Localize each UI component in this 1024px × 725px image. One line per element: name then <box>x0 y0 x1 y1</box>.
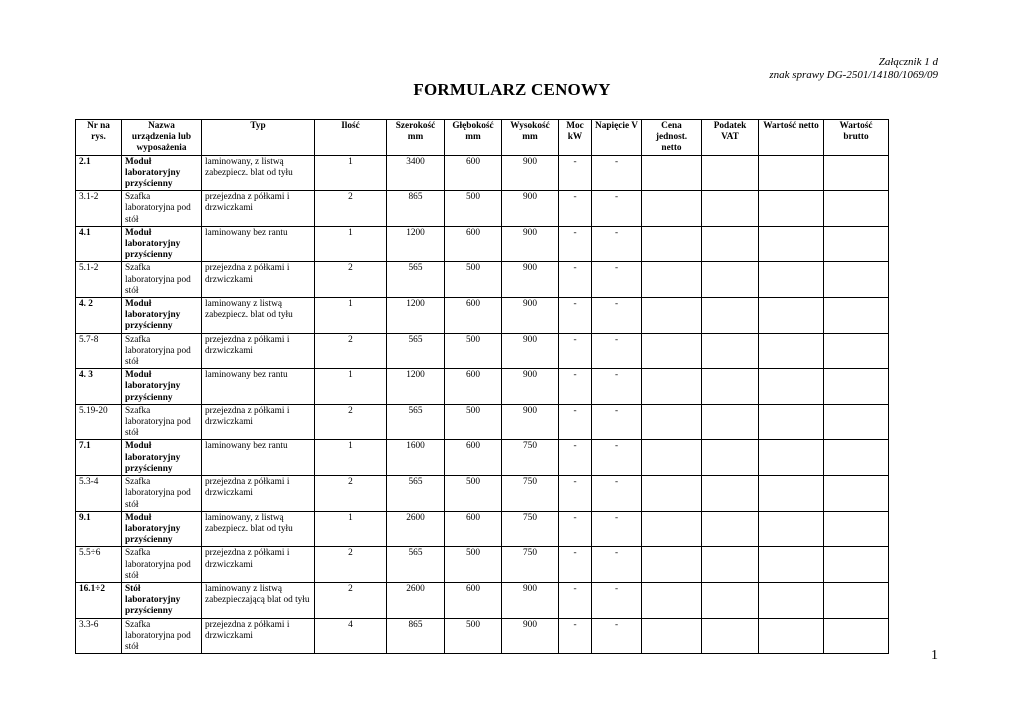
cell-gross <box>824 155 889 191</box>
column-header: Wartość netto <box>759 120 824 156</box>
cell-nr: 5.1-2 <box>76 262 122 298</box>
cell-power: - <box>559 582 592 618</box>
cell-price <box>642 369 702 405</box>
cell-vat <box>702 618 759 654</box>
cell-power: - <box>559 226 592 262</box>
cell-type: przejezdna z półkami i drzwiczkami <box>202 547 315 583</box>
cell-height: 900 <box>502 404 559 440</box>
cell-height: 900 <box>502 191 559 227</box>
cell-qty: 1 <box>315 226 387 262</box>
cell-qty: 1 <box>315 440 387 476</box>
cell-net <box>759 618 824 654</box>
cell-depth: 600 <box>445 369 502 405</box>
cell-type: przejezdna z półkami i drzwiczkami <box>202 333 315 369</box>
table-row <box>76 262 889 298</box>
cell-width: 1200 <box>387 369 445 405</box>
cell-name: Szafka laboratoryjna pod stół <box>122 262 202 298</box>
cell-depth: 600 <box>445 440 502 476</box>
cell-net <box>759 476 824 512</box>
cell-type: przejezdna z półkami i drzwiczkami <box>202 191 315 227</box>
cell-width: 565 <box>387 476 445 512</box>
cell-height: 900 <box>502 226 559 262</box>
cell-voltage: - <box>592 547 642 583</box>
column-header: Wysokość mm <box>502 120 559 156</box>
cell-voltage: - <box>592 440 642 476</box>
column-header: Cena jednost. netto <box>642 120 702 156</box>
cell-width: 3400 <box>387 155 445 191</box>
cell-power: - <box>559 369 592 405</box>
cell-name: Szafka laboratoryjna pod stół <box>122 333 202 369</box>
cell-qty: 2 <box>315 476 387 512</box>
table-row <box>76 618 889 654</box>
cell-qty: 4 <box>315 618 387 654</box>
cell-nr: 4. 2 <box>76 298 122 334</box>
cell-height: 750 <box>502 440 559 476</box>
cell-price <box>642 582 702 618</box>
cell-name: Szafka laboratoryjna pod stół <box>122 618 202 654</box>
cell-depth: 500 <box>445 476 502 512</box>
table-row <box>76 191 889 227</box>
cell-power: - <box>559 476 592 512</box>
cell-power: - <box>559 298 592 334</box>
cell-vat <box>702 333 759 369</box>
cell-type: przejezdna z półkami i drzwiczkami <box>202 262 315 298</box>
cell-net <box>759 155 824 191</box>
column-header: Głębokość mm <box>445 120 502 156</box>
cell-depth: 600 <box>445 511 502 547</box>
case-number: znak sprawy DG-2501/14180/1069/09 <box>769 69 938 81</box>
cell-type: przejezdna z półkami i drzwiczkami <box>202 404 315 440</box>
cell-width: 865 <box>387 618 445 654</box>
cell-qty: 1 <box>315 369 387 405</box>
cell-qty: 1 <box>315 155 387 191</box>
cell-price <box>642 226 702 262</box>
cell-width: 1600 <box>387 440 445 476</box>
cell-type: laminowany, z listwą zabezpiecz. blat od tyłu <box>202 511 315 547</box>
cell-gross <box>824 547 889 583</box>
cell-width: 565 <box>387 404 445 440</box>
cell-qty: 2 <box>315 582 387 618</box>
column-header: Napięcie V <box>592 120 642 156</box>
cell-voltage: - <box>592 226 642 262</box>
cell-net <box>759 511 824 547</box>
cell-name: Moduł laboratoryjny przyścienny <box>122 155 202 191</box>
cell-power: - <box>559 547 592 583</box>
cell-name: Moduł laboratoryjny przyścienny <box>122 511 202 547</box>
cell-qty: 2 <box>315 404 387 440</box>
cell-voltage: - <box>592 618 642 654</box>
cell-price <box>642 618 702 654</box>
cell-depth: 500 <box>445 191 502 227</box>
cell-type: laminowany, z listwą zabezpiecz. blat od tyłu <box>202 155 315 191</box>
cell-nr: 5.7-8 <box>76 333 122 369</box>
cell-nr: 3.3-6 <box>76 618 122 654</box>
table-header-row <box>76 120 889 156</box>
cell-type: laminowany bez rantu <box>202 226 315 262</box>
cell-name: Stół laboratoryjny przyścienny <box>122 582 202 618</box>
cell-width: 1200 <box>387 226 445 262</box>
cell-power: - <box>559 440 592 476</box>
document-header <box>769 56 938 82</box>
cell-type: przejezdna z półkami i drzwiczkami <box>202 618 315 654</box>
cell-net <box>759 404 824 440</box>
cell-net <box>759 547 824 583</box>
cell-depth: 600 <box>445 298 502 334</box>
cell-name: Szafka laboratoryjna pod stół <box>122 404 202 440</box>
cell-price <box>642 511 702 547</box>
cell-width: 565 <box>387 333 445 369</box>
column-header: Nr na rys. <box>76 120 122 156</box>
cell-gross <box>824 440 889 476</box>
cell-net <box>759 226 824 262</box>
cell-net <box>759 369 824 405</box>
cell-name: Szafka laboratoryjna pod stół <box>122 547 202 583</box>
cell-vat <box>702 191 759 227</box>
cell-price <box>642 440 702 476</box>
column-header: Typ <box>202 120 315 156</box>
table-row <box>76 511 889 547</box>
cell-qty: 2 <box>315 547 387 583</box>
cell-depth: 500 <box>445 404 502 440</box>
cell-net <box>759 262 824 298</box>
cell-nr: 5.5÷6 <box>76 547 122 583</box>
cell-gross <box>824 476 889 512</box>
cell-vat <box>702 298 759 334</box>
cell-depth: 600 <box>445 582 502 618</box>
cell-depth: 500 <box>445 547 502 583</box>
column-header: Ilość <box>315 120 387 156</box>
cell-type: laminowany bez rantu <box>202 440 315 476</box>
cell-voltage: - <box>592 191 642 227</box>
cell-depth: 600 <box>445 226 502 262</box>
cell-net <box>759 191 824 227</box>
table-row <box>76 404 889 440</box>
table-row <box>76 440 889 476</box>
price-table <box>75 119 889 654</box>
cell-qty: 2 <box>315 191 387 227</box>
cell-depth: 500 <box>445 618 502 654</box>
table-row <box>76 582 889 618</box>
cell-gross <box>824 618 889 654</box>
cell-net <box>759 440 824 476</box>
cell-voltage: - <box>592 511 642 547</box>
cell-power: - <box>559 404 592 440</box>
cell-height: 750 <box>502 476 559 512</box>
cell-height: 900 <box>502 618 559 654</box>
cell-qty: 1 <box>315 298 387 334</box>
page-number: 1 <box>931 648 938 663</box>
cell-depth: 500 <box>445 262 502 298</box>
cell-price <box>642 298 702 334</box>
cell-vat <box>702 476 759 512</box>
cell-vat <box>702 262 759 298</box>
column-header: Wartość brutto <box>824 120 889 156</box>
cell-price <box>642 547 702 583</box>
cell-height: 900 <box>502 582 559 618</box>
cell-price <box>642 333 702 369</box>
cell-height: 750 <box>502 511 559 547</box>
cell-type: laminowany z listwą zabezpieczającą blat od tyłu <box>202 582 315 618</box>
cell-nr: 9.1 <box>76 511 122 547</box>
cell-vat <box>702 440 759 476</box>
cell-height: 900 <box>502 298 559 334</box>
cell-gross <box>824 404 889 440</box>
table-row <box>76 369 889 405</box>
cell-price <box>642 404 702 440</box>
table-body <box>76 155 889 654</box>
cell-net <box>759 298 824 334</box>
table-row <box>76 226 889 262</box>
cell-price <box>642 262 702 298</box>
cell-voltage: - <box>592 333 642 369</box>
cell-power: - <box>559 511 592 547</box>
cell-power: - <box>559 618 592 654</box>
cell-qty: 1 <box>315 511 387 547</box>
table-row <box>76 476 889 512</box>
cell-price <box>642 191 702 227</box>
column-header: Szerokość mm <box>387 120 445 156</box>
cell-name: Moduł laboratoryjny przyścienny <box>122 440 202 476</box>
table-row <box>76 155 889 191</box>
cell-type: laminowany z listwą zabezpiecz. blat od tyłu <box>202 298 315 334</box>
cell-gross <box>824 369 889 405</box>
cell-gross <box>824 226 889 262</box>
cell-gross <box>824 191 889 227</box>
cell-gross <box>824 262 889 298</box>
cell-nr: 7.1 <box>76 440 122 476</box>
cell-price <box>642 476 702 512</box>
cell-voltage: - <box>592 298 642 334</box>
cell-power: - <box>559 191 592 227</box>
cell-height: 900 <box>502 333 559 369</box>
cell-height: 750 <box>502 547 559 583</box>
cell-depth: 500 <box>445 333 502 369</box>
cell-power: - <box>559 333 592 369</box>
cell-nr: 5.3-4 <box>76 476 122 512</box>
cell-power: - <box>559 155 592 191</box>
cell-vat <box>702 226 759 262</box>
cell-qty: 2 <box>315 333 387 369</box>
cell-voltage: - <box>592 476 642 512</box>
cell-width: 565 <box>387 547 445 583</box>
cell-vat <box>702 404 759 440</box>
cell-type: przejezdna z półkami i drzwiczkami <box>202 476 315 512</box>
table-row <box>76 547 889 583</box>
cell-height: 900 <box>502 155 559 191</box>
cell-height: 900 <box>502 262 559 298</box>
cell-gross <box>824 582 889 618</box>
page-title: FORMULARZ CENOWY <box>413 80 611 99</box>
column-header: Podatek VAT <box>702 120 759 156</box>
cell-voltage: - <box>592 582 642 618</box>
cell-width: 2600 <box>387 582 445 618</box>
cell-name: Szafka laboratoryjna pod stół <box>122 476 202 512</box>
cell-voltage: - <box>592 404 642 440</box>
cell-net <box>759 333 824 369</box>
cell-width: 2600 <box>387 511 445 547</box>
cell-depth: 600 <box>445 155 502 191</box>
column-header: Nazwa urządzenia lub wyposażenia <box>122 120 202 156</box>
cell-vat <box>702 155 759 191</box>
cell-height: 900 <box>502 369 559 405</box>
column-header: Moc kW <box>559 120 592 156</box>
cell-gross <box>824 298 889 334</box>
cell-power: - <box>559 262 592 298</box>
attachment-label: Załącznik 1 d <box>878 56 938 68</box>
cell-nr: 3.1-2 <box>76 191 122 227</box>
cell-name: Szafka laboratoryjna pod stół <box>122 191 202 227</box>
cell-voltage: - <box>592 369 642 405</box>
cell-name: Moduł laboratoryjny przyścienny <box>122 369 202 405</box>
cell-nr: 2.1 <box>76 155 122 191</box>
cell-net <box>759 582 824 618</box>
cell-voltage: - <box>592 155 642 191</box>
cell-nr: 4.1 <box>76 226 122 262</box>
cell-nr: 5.19-20 <box>76 404 122 440</box>
cell-nr: 16.1÷2 <box>76 582 122 618</box>
cell-gross <box>824 333 889 369</box>
table-row <box>76 333 889 369</box>
cell-width: 1200 <box>387 298 445 334</box>
cell-vat <box>702 547 759 583</box>
cell-width: 565 <box>387 262 445 298</box>
cell-price <box>642 155 702 191</box>
cell-voltage: - <box>592 262 642 298</box>
cell-name: Moduł laboratoryjny przyścienny <box>122 226 202 262</box>
cell-name: Moduł laboratoryjny przyścienny <box>122 298 202 334</box>
cell-width: 865 <box>387 191 445 227</box>
cell-type: laminowany bez rantu <box>202 369 315 405</box>
cell-nr: 4. 3 <box>76 369 122 405</box>
cell-vat <box>702 582 759 618</box>
table-row <box>76 298 889 334</box>
cell-vat <box>702 369 759 405</box>
cell-gross <box>824 511 889 547</box>
cell-vat <box>702 511 759 547</box>
cell-qty: 2 <box>315 262 387 298</box>
